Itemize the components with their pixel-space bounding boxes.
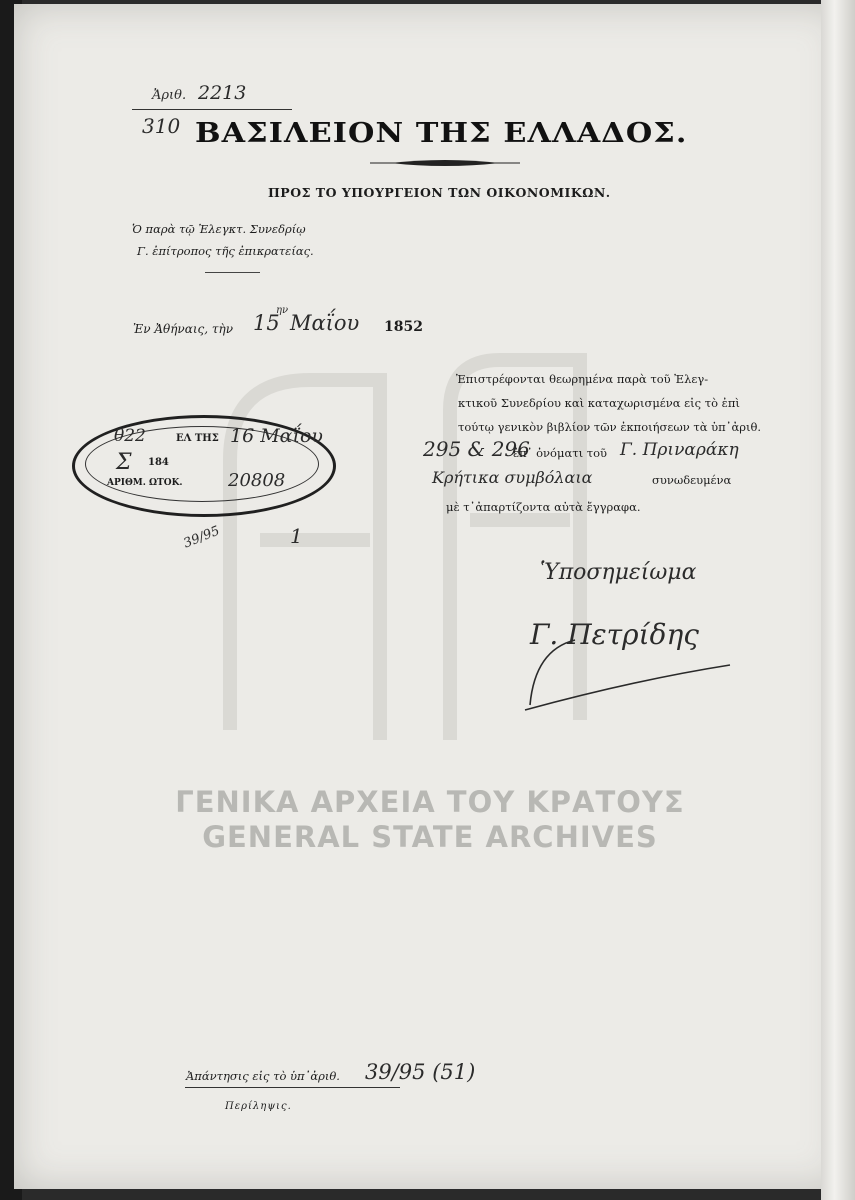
reply-number: 39/95 (51) xyxy=(365,1060,476,1084)
date-prefix: Ἐν Ἀθήναις, τὴν xyxy=(133,322,234,336)
date-day-suffix: ην xyxy=(276,305,289,316)
body-line-3: τούτῳ γενικὸν βιβλίον τῶν ἐκποιήσεων τὰ ὑπ᾽ἀριθ. xyxy=(458,420,762,434)
body-contract-type: Κρήτικα συμβόλαια xyxy=(432,468,593,487)
body-line-6: μὲ τ᾽ἀπαρτίζοντα αὐτὰ ἔγγραφα. xyxy=(446,500,641,514)
sender-line-2: Γ. ἐπίτροπος τῆς ἐπικρατείας. xyxy=(137,244,314,258)
body-doc-numbers: 295 & 296 xyxy=(423,437,530,461)
stamp-label-2: 184 xyxy=(148,457,169,468)
kingdom-title: ΒΑΣΙΛΕΙΟΝ ΤΗΣ ΕΛΛΑΔΟΣ. xyxy=(195,118,688,149)
stamp-hand-3: 20808 xyxy=(228,470,286,491)
sender-line-1: Ὁ παρὰ τῷ Ἐλεγκτ. Συνεδρίῳ xyxy=(132,222,306,236)
page-right-edge xyxy=(821,0,855,1200)
body-person-name: Γ. Πριναράκη xyxy=(620,440,739,460)
signature-line-2: Γ. Πετρίδης xyxy=(530,618,699,651)
arith-label: Ἀριθ. xyxy=(152,88,187,103)
title-ornament xyxy=(370,158,520,168)
margin-mark: 1 xyxy=(290,524,303,548)
sender-divider xyxy=(205,272,260,273)
date-month: Μαΐου xyxy=(290,311,360,335)
margin-number: 310 xyxy=(142,114,181,138)
stamp-label-3: ΑΡΙΘΜ. ΩΤΟΚ. xyxy=(107,478,183,488)
reply-label: Ἀπάντησις εἰς τὸ ὑπ᾽ἀριθ. xyxy=(186,1069,340,1083)
stamp-hand-2: Σ xyxy=(116,450,132,475)
arith-number: 2213 xyxy=(198,82,247,104)
body-line-1: Ἐπιστρέφονται θεωρημένα παρὰ τοῦ Ἐλεγ- xyxy=(456,372,709,386)
arith-underline xyxy=(132,109,292,110)
margin-ref-note: 39/95 xyxy=(181,523,222,552)
footer-rule xyxy=(185,1087,400,1088)
date-day: 15 xyxy=(253,311,280,335)
watermark-english: GENERAL STATE ARCHIVES xyxy=(202,820,658,854)
summary-label: Περίληψις. xyxy=(225,1101,292,1112)
stamp-side-date: 16 Μαΐου xyxy=(230,425,323,447)
stamp-hand-1: θ22 xyxy=(114,426,146,446)
body-line-5: συνωδευμένα xyxy=(652,473,732,487)
body-line-2: κτικοῦ Συνεδρίου καὶ καταχωρισμένα εἰς τὸ ἐπὶ xyxy=(458,396,740,410)
ministry-heading: ΠΡΟΣ ΤΟ ΥΠΟΥΡΓΕΙΟΝ ΤΩΝ ΟΙΚΟΝΟΜΙΚΩΝ. xyxy=(268,185,611,200)
date-year: 1852 xyxy=(384,319,423,335)
signature-flourish xyxy=(515,610,745,720)
watermark-greek: ΓΕΝΙΚΑ ΑΡΧΕΙΑ ΤΟΥ ΚΡΑΤΟΥΣ xyxy=(175,785,685,819)
body-line-4: ἐπ᾽ ὀνόματι τοῦ xyxy=(513,446,608,460)
stamp-label-1: ΕΛ ΤΗΣ xyxy=(176,433,219,444)
signature-line-1: Ὑποσημείωμα xyxy=(540,560,697,585)
